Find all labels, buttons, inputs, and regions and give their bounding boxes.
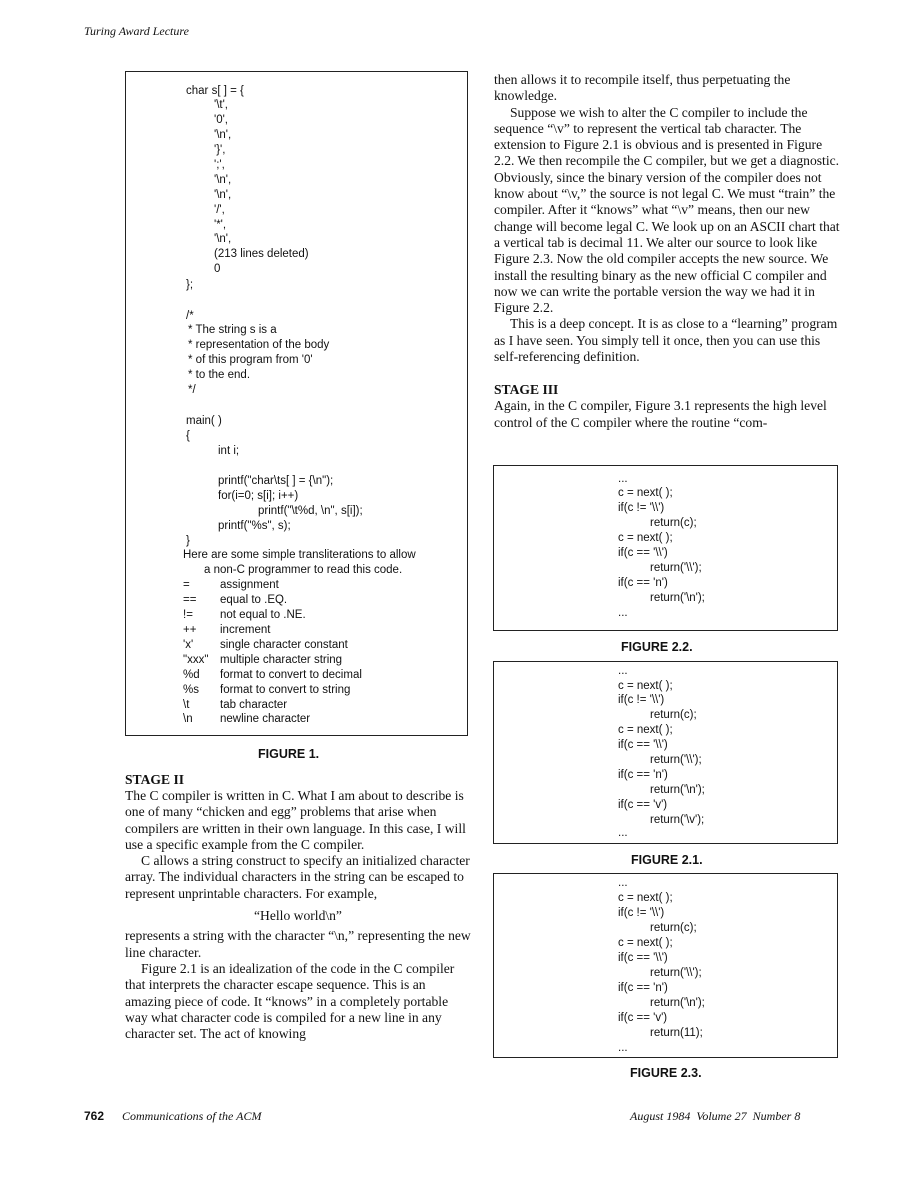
code-line: '/', bbox=[214, 204, 225, 216]
code-line: if(c != '\\') bbox=[618, 694, 665, 706]
translit-symbol: == bbox=[183, 594, 197, 606]
code-line: return('\\'); bbox=[650, 754, 702, 766]
code-line: for(i=0; s[i]; i++) bbox=[218, 490, 299, 502]
translit-symbol: 'x' bbox=[183, 639, 194, 651]
code-line: c = next( ); bbox=[618, 487, 673, 499]
code-line: '*', bbox=[214, 219, 227, 231]
code-line: c = next( ); bbox=[618, 937, 673, 949]
left-column bbox=[125, 772, 471, 1042]
code-line: if(c != '\\') bbox=[618, 502, 665, 514]
code-line: ... bbox=[618, 607, 628, 619]
code-line: if(c != '\\') bbox=[618, 907, 665, 919]
translit-desc: tab character bbox=[220, 699, 288, 711]
code-line: printf("char\ts[ ] = {\n"); bbox=[218, 475, 334, 487]
translit-desc: single character constant bbox=[220, 639, 348, 651]
translit-desc: equal to .EQ. bbox=[220, 594, 288, 606]
code-line: return(c); bbox=[650, 517, 697, 529]
translit-symbol: \t bbox=[183, 699, 190, 711]
figure-2-3-box bbox=[493, 873, 838, 1058]
code-line: return('\n'); bbox=[650, 784, 705, 796]
journal-name: Communications of the ACM bbox=[122, 1109, 262, 1123]
code-line: return('\n'); bbox=[650, 592, 705, 604]
code-line: '\n', bbox=[214, 189, 232, 201]
right-column bbox=[494, 72, 840, 431]
code-line: * to the end. bbox=[188, 369, 251, 381]
code-line: c = next( ); bbox=[618, 532, 673, 544]
translit-desc: format to convert to string bbox=[220, 684, 351, 696]
issue-info: August 1984 Volume 27 Number 8 bbox=[630, 1109, 801, 1123]
figure-2-1-box bbox=[493, 661, 838, 844]
code-line: int i; bbox=[218, 445, 240, 457]
code-line: ... bbox=[618, 665, 628, 677]
code-line: }; bbox=[186, 279, 194, 291]
code-line: Here are some simple transliterations to allow bbox=[183, 549, 416, 561]
code-line: { bbox=[186, 430, 190, 442]
code-line: main( ) bbox=[186, 415, 222, 427]
translit-desc: increment bbox=[220, 624, 271, 636]
code-line: /* bbox=[186, 310, 194, 322]
code-line: * The string s is a bbox=[188, 324, 277, 336]
translit-symbol: != bbox=[183, 609, 193, 621]
code-line: return('\\'); bbox=[650, 967, 702, 979]
paragraph: Suppose we wish to alter the C compiler to include the sequence “\v” to represent the vertical tab character. The extension to Figure 2.1 is obvious and is presented in Figure 2.2. We then recompile the C compiler, but we get a diagnostic. Obviously, since the binary version of the compiler does not know about “\v,” the source is not legal C. We must “train” the compiler. After it “knows” what “\v” means, then our new change will become legal C. We look up on an ASCII chart that a vertical tab is decimal 11. We alter our source to look like Figure 2.3. Now the old compiler accepts the new source. We install the resulting binary as the new official C compiler and now we can write the portable version the way we had it in Figure 2.2. bbox=[494, 104, 840, 316]
code-line: a non-C programmer to read this code. bbox=[204, 564, 403, 576]
code-line: */ bbox=[188, 384, 196, 396]
code-line: printf("\t%d, \n", s[i]); bbox=[258, 505, 363, 517]
code-line: } bbox=[186, 535, 190, 547]
code-line: ... bbox=[618, 1042, 628, 1054]
code-line: if(c == '\\') bbox=[618, 739, 668, 751]
code-line: if(c == 'v') bbox=[618, 1012, 668, 1024]
code-line: return('\n'); bbox=[650, 997, 705, 1009]
code-line: ... bbox=[618, 473, 628, 485]
code-line: '\n', bbox=[214, 129, 232, 141]
translit-desc: assignment bbox=[220, 579, 279, 591]
code-line: * of this program from '0' bbox=[188, 354, 313, 366]
paragraph: represents a string with the character “\n,” representing the new line character. bbox=[125, 928, 471, 960]
paragraph: This is a deep concept. It is as close to a “learning” program as I have seen. You simply tell it once, then you can use this self-referencing definition. bbox=[494, 316, 838, 365]
translit-symbol: = bbox=[183, 579, 190, 591]
paragraph: Again, in the C compiler, Figure 3.1 represents the high level control of the C compiler where the routine “com- bbox=[494, 398, 827, 430]
code-line: char s[ ] = { bbox=[186, 85, 244, 97]
figure-2-3-caption: FIGURE 2.3. bbox=[630, 1066, 702, 1080]
code-line: 0 bbox=[214, 263, 221, 275]
code-line: '\t', bbox=[214, 99, 228, 111]
translit-desc: multiple character string bbox=[220, 654, 343, 666]
paragraph: C allows a string construct to specify an initialized character array. The individual characters in the string can be escaped to represent unprintable characters. For example, bbox=[125, 853, 470, 901]
code-line: if(c == 'n') bbox=[618, 769, 668, 781]
translit-symbol: ++ bbox=[183, 624, 197, 636]
code-line: c = next( ); bbox=[618, 892, 673, 904]
code-line: if(c == 'v') bbox=[618, 799, 668, 811]
stage-3-heading: STAGE III bbox=[494, 382, 559, 398]
code-line: if(c == 'n') bbox=[618, 982, 668, 994]
code-line: printf("%s", s); bbox=[218, 520, 291, 532]
paragraph: Figure 2.1 is an idealization of the code in the C compiler that interprets the character escape sequence. This is an amazing piece of code. It “knows” in a completely portable way what character code is compiled for a new line in any character set. The act of knowing bbox=[125, 960, 455, 1042]
code-line: return(c); bbox=[650, 922, 697, 934]
code-line: c = next( ); bbox=[618, 724, 673, 736]
code-line: '0', bbox=[214, 114, 228, 126]
figure-2-2-caption: FIGURE 2.2. bbox=[621, 640, 693, 654]
code-line: if(c == 'n') bbox=[618, 577, 668, 589]
code-line: * representation of the body bbox=[188, 339, 330, 351]
code-line: if(c == '\\') bbox=[618, 547, 668, 559]
code-line: return(c); bbox=[650, 709, 697, 721]
translit-symbol: \n bbox=[183, 713, 193, 725]
translit-desc: format to convert to decimal bbox=[220, 669, 362, 681]
code-line: c = next( ); bbox=[618, 680, 673, 692]
code-line: '}', bbox=[214, 144, 226, 156]
translit-symbol: "xxx" bbox=[183, 654, 209, 666]
running-header: Turing Award Lecture bbox=[84, 24, 189, 38]
code-line: '\n', bbox=[214, 233, 232, 245]
translit-symbol: %s bbox=[183, 684, 199, 696]
translit-desc: not equal to .NE. bbox=[220, 609, 306, 621]
code-line: ';', bbox=[214, 159, 225, 171]
figure-2-1-caption: FIGURE 2.1. bbox=[631, 853, 703, 867]
translit-symbol: %d bbox=[183, 669, 200, 681]
code-line: ... bbox=[618, 877, 628, 889]
code-line: return('\\'); bbox=[650, 562, 702, 574]
figure-1-caption: FIGURE 1. bbox=[258, 747, 320, 761]
code-line: ... bbox=[618, 827, 628, 839]
example-string: “Hello world\n” bbox=[254, 908, 342, 924]
code-line: (213 lines deleted) bbox=[214, 248, 309, 260]
translit-desc: newline character bbox=[220, 713, 311, 725]
code-line: '\n', bbox=[214, 174, 232, 186]
figure-1-box bbox=[125, 71, 468, 736]
code-line: if(c == '\\') bbox=[618, 952, 668, 964]
code-line: return(11); bbox=[650, 1027, 703, 1039]
paragraph: The C compiler is written in C. What I am about to describe is one of many “chicken and egg” problems that arise when compilers are written in their own language. In this case, I will use a specific example from the C compiler. bbox=[125, 788, 466, 852]
paragraph: then allows it to recompile itself, thus perpetuating the knowledge. bbox=[494, 72, 791, 104]
stage-2-heading: STAGE II bbox=[125, 772, 185, 787]
page-number: 762 bbox=[84, 1109, 105, 1123]
figure-2-2-box bbox=[493, 465, 838, 631]
code-line: return('\v'); bbox=[650, 814, 705, 826]
